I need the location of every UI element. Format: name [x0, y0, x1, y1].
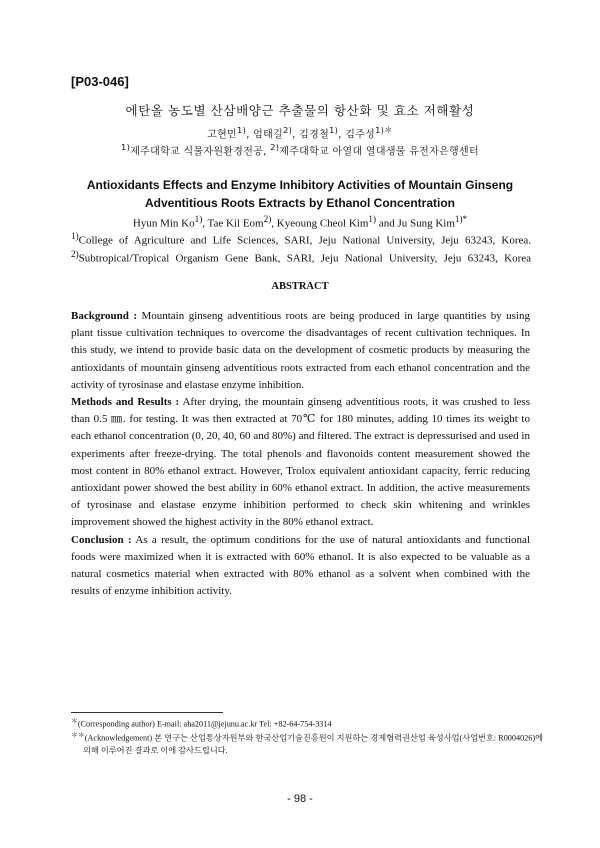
author-en-1-mark: 1): [194, 214, 203, 224]
affil-ko-2-mark: 2): [270, 142, 280, 152]
affil-ko-2: 제주대학교 아열대 열대생물 유전자은행센터: [279, 146, 479, 158]
author-ko-2-mark: 2): [283, 125, 293, 135]
author-ko-4-mark: 1)＊: [375, 125, 393, 135]
methods-paragraph: [71, 394, 530, 532]
affil-ko-1: 제주대학교 식물자원환경전공,: [130, 146, 271, 158]
background-text: Mountain ginseng adventitious roots are being produced in large quantities by using plant tissue cultivation techniques to overcome the disadvantages of recent cultivation techniques. In this study, we intend to provide basic data on the development of cosmetic products by measuring the antioxidants of mountain ginseng adventitious roots extracted from each ethanol concentration and the activity of tyrosinase and elastase enzyme inhibition.: [71, 310, 530, 391]
conclusion-text: As a result, the optimum conditions for the use of natural antioxidants and functional foods were maximized when it is extracted with 60% ethanol. It is also expected to be valuable as a natural cosmetics material when extracted with 80% ethanol as a solvent when combined with the results of enzyme inhibition activity.: [71, 533, 530, 598]
author-ko-1-mark: 1): [237, 125, 247, 135]
english-title-line-2: Adventitious Roots Extracts by Ethanol Concentration: [144, 196, 456, 210]
acknowledgement-text: (Acknowledgement) 본 연구는 산업통상자원부와 한국산업기술진흥원이 지원하는 경제협력권산업 육성사업(사업번호: R0004026)에 의해 이루어진 결과로 이에 감사드립니다.: [83, 733, 544, 755]
acknowledgement-mark: ＊＊: [71, 732, 85, 739]
methods-text: After drying, the mountain ginseng adventitious roots, it was crushed to less than 0.5 ㎜. for testing. It was then extracted at 70℃ for 180 minutes, adding 10 times its weight to each ethanol concentration (0, 20, 40, 60 and 80%) and filtered. The extract is depressurised and used in experiments after freeze-drying. The total phenols and flavonoids content measurement showed the most content in 80% ethanol extract. However, Trolox equivalent antioxidant capacity, ferric reducing antioxidant power showed the best ability in 60% ethanol extract. In addition, the active measurements of tyrosinase and elastase enzyme inhibition performed to check skin whitening and wrinkles improvement showed the highest activity in the 80% ethanol extract.: [71, 396, 530, 529]
footnote-divider: [71, 712, 223, 713]
affiliation-1: [71, 231, 531, 247]
background-label: Background :: [71, 310, 137, 322]
corresponding-text: (Corresponding author) E-mail: aha2011@jejunu.ac.kr Tel: +82-64-754-3314: [77, 719, 332, 729]
affil-ko-1-mark: 1): [121, 142, 131, 152]
page-number: - 98 -: [287, 793, 313, 805]
background-paragraph: [71, 308, 530, 394]
author-ko-2: 엄태길: [253, 129, 284, 141]
english-title-line-1: Antioxidants Effects and Enzyme Inhibitory Activities of Mountain Ginseng: [86, 178, 514, 192]
author-en-2: , Tae Kil Eom: [202, 217, 264, 230]
methods-label: Methods and Results :: [71, 396, 180, 409]
corresponding-footnote: [71, 716, 531, 731]
author-ko-1: 고현민: [207, 129, 238, 141]
conclusion-paragraph: [71, 532, 530, 601]
affiliation-2: [71, 249, 531, 265]
conclusion-label: Conclusion :: [71, 533, 132, 546]
korean-affiliations: [70, 142, 530, 157]
abstract-heading: ABSTRACT: [271, 281, 329, 292]
author-ko-4: 김주성: [345, 129, 376, 141]
author-en-4-mark: 1)*: [454, 214, 468, 224]
affiliation-2-mark: 2): [71, 249, 79, 259]
affiliation-1-text: College of Agriculture and Life Sciences, SARI, Jeju National University, Jeju 63243, Korea.: [78, 234, 531, 247]
korean-title: 에탄올 농도별 산삼배양근 추출물의 항산화 및 효소 저해활성: [125, 103, 475, 118]
abstract-body: [71, 308, 530, 600]
author-en-3-mark: 1): [368, 214, 377, 224]
author-en-2-mark: 2): [263, 214, 272, 224]
author-ko-3: 김경철: [299, 129, 330, 141]
corresponding-mark: ＊: [71, 718, 78, 725]
author-en-1: Hyun Min Ko: [132, 217, 195, 230]
author-ko-3-mark: 1): [329, 125, 339, 135]
poster-code: [P03-046]: [71, 74, 129, 89]
korean-authors: 고현민$^{1)}$, 엄태길$^{2)}$, 김경철$^{1)}$, 김주성$^{1)*}$: [207, 125, 393, 141]
acknowledgement-footnote: [71, 730, 543, 757]
author-en-3: , Kyeoung Cheol Kim: [271, 217, 369, 230]
affiliation-1-mark: 1): [71, 231, 79, 241]
english-authors: [70, 214, 530, 230]
author-en-4: and Ju Sung Kim: [376, 217, 455, 230]
affiliation-2-text: Subtropical/Tropical Organism Gene Bank, SARI, Jeju National University, Jeju 63243, Korea: [78, 252, 531, 265]
